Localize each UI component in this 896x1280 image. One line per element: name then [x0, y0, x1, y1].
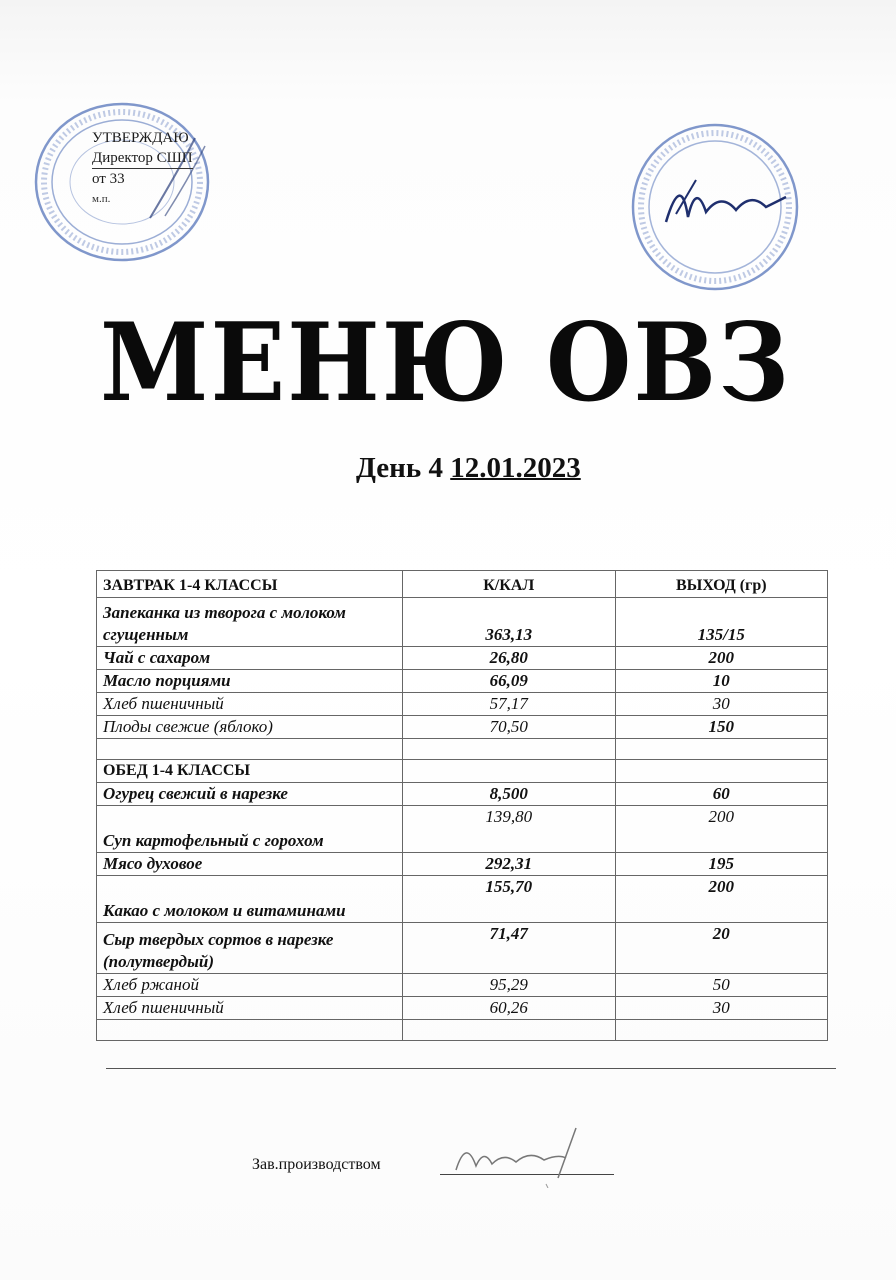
approval-block — [92, 128, 252, 209]
dish-output: 135/15 — [615, 598, 828, 647]
dish-output: 50 — [615, 974, 828, 997]
dish-output: 10 — [615, 670, 828, 693]
menu-table — [96, 570, 828, 1041]
divider-line — [106, 1068, 836, 1069]
dish-output: 195 — [615, 853, 828, 876]
table-row — [97, 974, 828, 997]
approval-title: УТВЕРЖДАЮ — [92, 130, 189, 146]
dish-output: 30 — [615, 997, 828, 1020]
dish-name: Хлеб пшеничный — [97, 997, 403, 1020]
lunch-heading: ОБЕД 1-4 КЛАССЫ — [97, 760, 403, 783]
table-row — [97, 923, 828, 974]
table-row — [97, 853, 828, 876]
dish-output: 200 — [615, 876, 828, 923]
table-row — [97, 670, 828, 693]
dish-name: Какао с молоком и витаминами — [97, 876, 403, 923]
dish-kcal: 71,47 — [403, 923, 615, 974]
empty-row — [97, 739, 828, 760]
table-row — [97, 806, 828, 853]
approval-mp: м.п. — [92, 193, 111, 205]
dish-kcal: 95,29 — [403, 974, 615, 997]
table-row — [97, 783, 828, 806]
empty-cell — [403, 760, 615, 783]
dish-kcal: 363,13 — [403, 598, 615, 647]
table-row — [97, 598, 828, 647]
day-label: День 4 — [356, 452, 443, 484]
column-header-kcal: К/КАЛ — [403, 571, 615, 598]
dish-kcal: 139,80 — [403, 806, 615, 853]
dish-kcal: 155,70 — [403, 876, 615, 923]
page-title: МЕНЮ ОВЗ — [100, 300, 791, 427]
empty-cell — [97, 739, 403, 760]
empty-cell — [615, 739, 828, 760]
dish-kcal: 292,31 — [403, 853, 615, 876]
empty-cell — [403, 739, 615, 760]
dish-name: Плоды свежие (яблоко) — [97, 716, 403, 739]
dish-kcal: 60,26 — [403, 997, 615, 1020]
table-row — [97, 876, 828, 923]
dish-name: Мясо духовое — [97, 853, 403, 876]
empty-cell — [403, 1020, 615, 1041]
dish-name: Суп картофельный с горохом — [97, 806, 403, 853]
dish-output: 200 — [615, 806, 828, 853]
dish-output: 200 — [615, 647, 828, 670]
day-heading — [356, 452, 686, 485]
dish-name: Хлеб ржаной — [97, 974, 403, 997]
dish-kcal: 8,500 — [403, 783, 615, 806]
dish-kcal: 70,50 — [403, 716, 615, 739]
table-row — [97, 693, 828, 716]
empty-row — [97, 1020, 828, 1041]
empty-cell — [97, 1020, 403, 1041]
table-header-row — [97, 571, 828, 598]
approval-date: от 33 — [92, 171, 125, 187]
menu-date: 12.01.2023 — [450, 452, 581, 484]
dish-name: Хлеб пшеничный — [97, 693, 403, 716]
dish-kcal: 57,17 — [403, 693, 615, 716]
dish-name: Сыр твердых сортов в нарезке (полутвердый) — [97, 923, 403, 974]
section-header-row — [97, 760, 828, 783]
empty-cell — [615, 760, 828, 783]
table-row — [97, 716, 828, 739]
dish-name: Масло порциями — [97, 670, 403, 693]
column-header-meal: ЗАВТРАК 1-4 КЛАССЫ — [97, 571, 403, 598]
dish-output: 150 — [615, 716, 828, 739]
dish-output: 30 — [615, 693, 828, 716]
round-stamp-right — [626, 122, 804, 292]
dish-kcal: 26,80 — [403, 647, 615, 670]
dish-name: Запеканка из творога с молоком сгущенным — [97, 598, 403, 647]
table-row — [97, 647, 828, 670]
column-header-output: ВЫХОД (гр) — [615, 571, 828, 598]
approval-director — [92, 148, 252, 169]
dish-output: 20 — [615, 923, 828, 974]
dish-name: Чай с сахаром — [97, 647, 403, 670]
empty-cell — [615, 1020, 828, 1041]
director-text: Директор СШП — [92, 148, 193, 169]
handwritten-signature — [446, 1118, 616, 1188]
signature-label: Зав.производством — [252, 1156, 381, 1173]
dish-output: 60 — [615, 783, 828, 806]
table-row — [97, 997, 828, 1020]
dish-name: Огурец свежий в нарезке — [97, 783, 403, 806]
dish-kcal: 66,09 — [403, 670, 615, 693]
